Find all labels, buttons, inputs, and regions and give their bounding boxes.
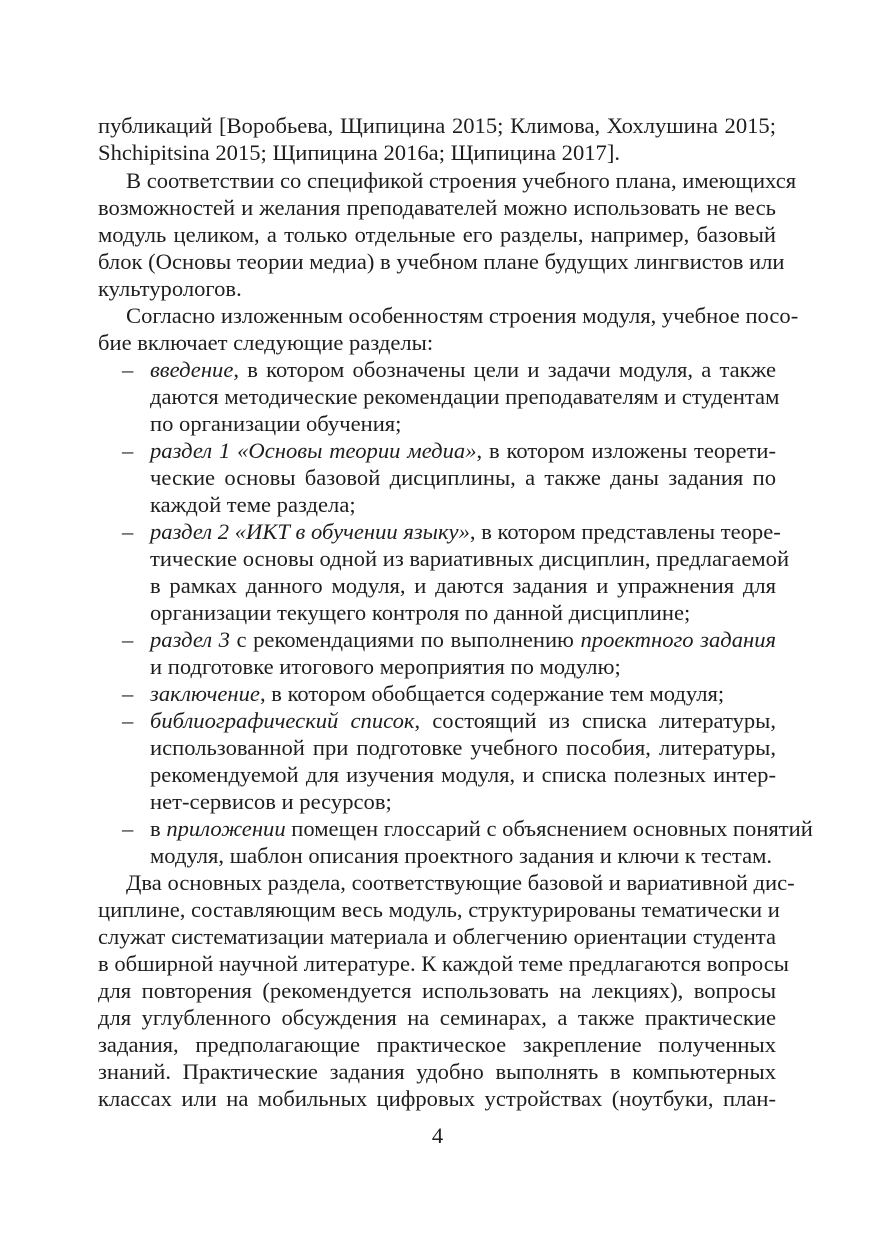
italic-text: проектного задания (580, 627, 777, 652)
text-run: В соответствии со спецификой строения учебного плана, имеющихся (126, 168, 797, 193)
text-run: модуль целиком, а только отдельные его разделы, например, базовый (98, 222, 776, 247)
text-run: , в котором обозначены цели и задачи модуля, а также (233, 357, 776, 382)
text-run: , в котором обобщается содержание тем модуля; (259, 681, 725, 706)
text-line (150, 571, 776, 601)
text-line (98, 949, 789, 979)
text-line (98, 1030, 776, 1060)
list-marker: – (122, 816, 134, 841)
text-line (150, 679, 776, 709)
text-run: рекомендуемой для изучения модуля, и списка полезных интер- (150, 762, 776, 787)
text-line (98, 976, 776, 1006)
text-line (150, 814, 813, 844)
text-line (98, 193, 776, 223)
text-line (126, 301, 799, 331)
text-line (98, 274, 776, 304)
text-run: знаний. Практические задания удобно выполнять в компьютерных (98, 1059, 776, 1084)
text-run: помещен глоссарий с объяснением основных понятий (285, 816, 813, 841)
text-line (150, 760, 776, 790)
text-run: служат систематизации материала и облегчению ориентации студента (98, 924, 776, 949)
text-run: Два основных раздела, соответствующие базовой и вариативной дис- (126, 870, 795, 895)
text-line (98, 895, 780, 925)
text-run: использованной при подготовке учебного пособия, литературы, (150, 735, 776, 760)
italic-text: заключение (150, 681, 260, 706)
text-line (150, 382, 780, 412)
text-line (150, 355, 776, 385)
text-run: в (150, 816, 167, 841)
text-run: для углубленного обсуждения на семинарах, а также практические (98, 1005, 776, 1030)
list-marker: – (122, 681, 134, 706)
text-line (150, 733, 776, 763)
italic-text: библиографический список (150, 708, 415, 733)
text-run: , в котором представлены теоре- (469, 519, 781, 544)
text-line (98, 922, 776, 952)
text-line (150, 517, 781, 547)
text-line (98, 220, 776, 250)
text-run: и подготовке итогового мероприятия по модулю; (150, 654, 621, 679)
text-line (98, 247, 785, 277)
text-line (150, 652, 776, 682)
text-line (98, 1057, 776, 1087)
text-line (126, 166, 797, 196)
text-line (150, 409, 776, 439)
text-line (150, 544, 790, 574)
text-run: в рамках данного модуля, и даются задания и упражнения для (150, 573, 776, 598)
text-line (150, 706, 776, 736)
italic-text: введение (150, 357, 234, 382)
text-run: Shchipitsina 2015; Щипицина 2016а; Щипицина 2017]. (98, 140, 621, 165)
text-line (126, 868, 795, 898)
text-line (150, 841, 776, 871)
list-marker: – (122, 438, 134, 463)
text-run: с рекомендациями по выполнению (229, 627, 581, 652)
text-run: бие включает следующие разделы: (98, 330, 434, 355)
text-run: , состоящий из списка литературы, (414, 708, 777, 733)
text-line (150, 787, 776, 817)
text-run: нет-сервисов и ресурсов; (150, 789, 392, 814)
text-run: по организации обучения; (150, 411, 402, 436)
text-run: в обширной научной литературе. К каждой теме предлагаются вопросы (98, 951, 789, 976)
text-run: ческие основы базовой дисциплины, а также даны задания по (150, 465, 776, 490)
text-line (98, 111, 776, 141)
list-marker: – (122, 519, 134, 544)
text-run: возможностей и желания преподавателей можно использовать не весь (98, 195, 776, 220)
italic-text: раздел 2 «ИКТ в обучении языку» (150, 519, 470, 544)
text-run: для повторения (рекомендуется использовать на лекциях), вопросы (98, 978, 776, 1003)
text-line (98, 138, 776, 168)
text-line (98, 328, 776, 358)
text-run: даются методические рекомендации преподавателям и студентам (150, 384, 780, 409)
text-run: циплине, составляющим весь модуль, структурированы тематически и (98, 897, 780, 922)
text-run: организации текущего контроля по данной дисциплине; (150, 600, 691, 625)
text-run: каждой теме раздела; (150, 492, 356, 517)
italic-text: раздел 1 «Основы теории медиа» (150, 438, 477, 463)
text-line (150, 490, 776, 520)
text-line (150, 598, 776, 628)
text-run: тические основы одной из вариативных дисциплин, предлагаемой (150, 546, 790, 571)
italic-text: раздел 3 (150, 627, 230, 652)
italic-text: приложении (166, 816, 286, 841)
text-run: Согласно изложенным особенностям строения модуля, учебное посо- (126, 303, 799, 328)
text-line (150, 436, 776, 466)
page-number: 4 (431, 1123, 444, 1148)
list-marker: – (122, 627, 134, 652)
text-run: культурологов. (98, 276, 242, 301)
text-line (150, 463, 776, 493)
text-line (150, 625, 776, 655)
text-line (98, 1084, 776, 1114)
text-run: блок (Основы теории медиа) в учебном плане будущих лингвистов или (98, 249, 785, 274)
text-run: публикаций [Воробьева, Щипицина 2015; Климова, Хохлушина 2015; (98, 113, 776, 138)
text-line (98, 1003, 776, 1033)
text-run: задания, предполагающие практическое закрепление полученных (98, 1032, 776, 1057)
text-run: , в котором изложены теорети- (476, 438, 776, 463)
list-marker: – (122, 357, 134, 382)
text-run: классах или на мобильных цифровых устройствах (ноутбуки, план- (98, 1086, 776, 1111)
list-marker: – (122, 708, 134, 733)
text-run: модуля, шаблон описания проектного задания и ключи к тестам. (150, 843, 773, 868)
